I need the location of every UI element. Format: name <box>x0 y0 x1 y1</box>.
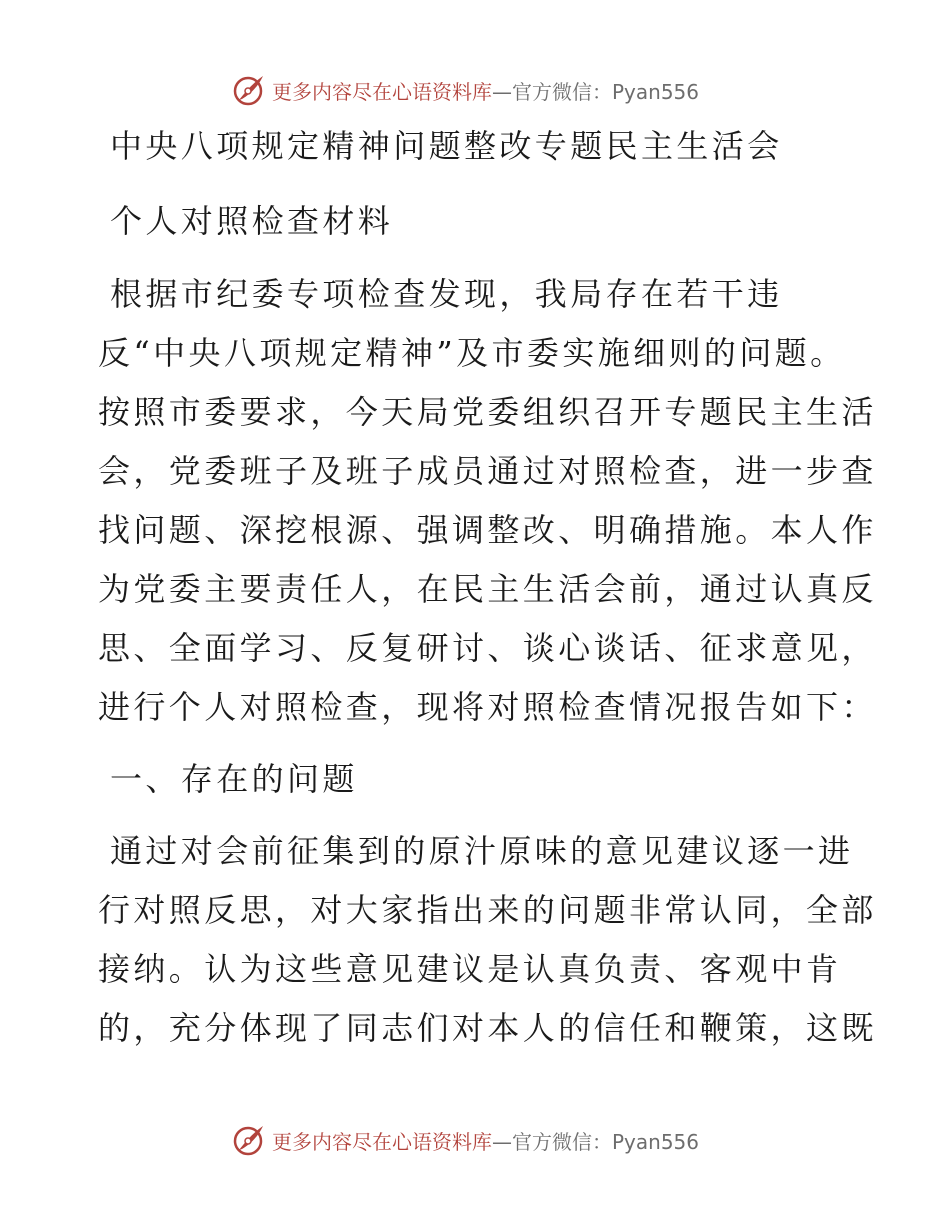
paragraph-line: 通过对会前征集到的原汁原味的意见建议逐一进 <box>110 832 854 870</box>
watermark-contact: —官方微信：Pyan556 <box>492 79 700 104</box>
paragraph-line: 根据市纪委专项检查发现，我局存在若干违 <box>110 275 783 313</box>
paragraph-line: 的，充分体现了同志们对本人的信任和鞭策，这既 <box>98 1009 877 1047</box>
watermark-brand: 更多内容尽在心语资料库 <box>272 79 492 104</box>
watermark-text <box>272 1126 699 1155</box>
header-watermark <box>0 70 950 110</box>
quill-logo-icon <box>232 1123 266 1157</box>
watermark-text <box>272 76 699 105</box>
document-subtitle: 个人对照检查材料 <box>110 202 394 240</box>
paragraph-line: 按照市委要求，今天局党委组织召开专题民主生活 <box>98 393 877 431</box>
paragraph-line: 思、全面学习、反复研讨、谈心谈话、征求意见， <box>98 629 877 667</box>
paragraph-line: 接纳。认为这些意见建议是认真负责、客观中肯 <box>98 950 842 988</box>
paragraph-line: 反“中央八项规定精神”及市委实施细则的问题。 <box>98 334 846 372</box>
quill-logo-icon <box>232 73 266 107</box>
document-title: 中央八项规定精神问题整改专题民主生活会 <box>110 127 783 165</box>
watermark-contact: —官方微信：Pyan556 <box>492 1129 700 1154</box>
footer-watermark <box>0 1120 950 1160</box>
paragraph-line: 会，党委班子及班子成员通过对照检查，进一步查 <box>98 452 877 490</box>
paragraph-line: 为党委主要责任人，在民主生活会前，通过认真反 <box>98 570 877 608</box>
section-heading: 一、存在的问题 <box>110 760 358 798</box>
watermark-brand: 更多内容尽在心语资料库 <box>272 1129 492 1154</box>
paragraph-line: 找问题、深挖根源、强调整改、明确措施。本人作 <box>98 511 877 549</box>
paragraph-line: 进行个人对照检查，现将对照检查情况报告如下： <box>98 688 877 726</box>
paragraph-line: 行对照反思，对大家指出来的问题非常认同，全部 <box>98 891 877 929</box>
